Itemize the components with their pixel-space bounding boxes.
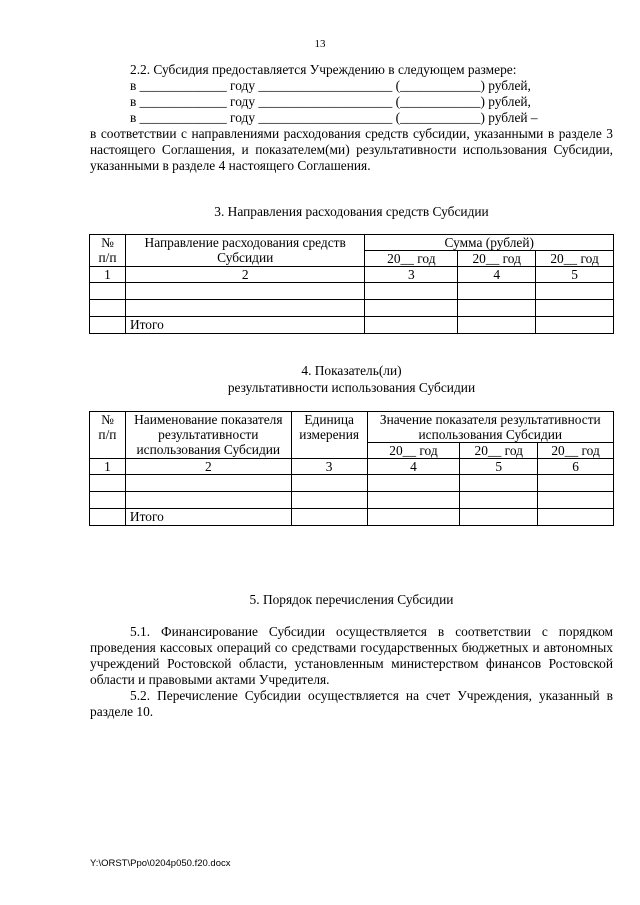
col-number: 5 (536, 267, 614, 283)
page-number: 13 (314, 38, 326, 50)
cell (460, 475, 538, 492)
cell (90, 475, 126, 492)
col-number: 3 (365, 267, 458, 283)
indicator-table (89, 411, 614, 526)
header-year-3: 20__ год (536, 251, 614, 267)
cell (458, 317, 536, 334)
cell (458, 283, 536, 300)
col-number: 2 (125, 459, 291, 475)
col-number: 6 (538, 459, 614, 475)
section-5-2: 5.2. Перечисление Субсидии осуществляется на счет Учреждения, указанный в разделе 10. (90, 688, 613, 719)
header-year-3: 20__ год (538, 443, 614, 459)
cell (367, 509, 460, 526)
section-2-2-intro: 2.2. Субсидия предоставляется Учреждению в следующем размере: (130, 62, 517, 77)
header-num: № п/п (90, 235, 126, 267)
total-row (90, 317, 614, 334)
col-number: 5 (460, 459, 538, 475)
expenditure-table (89, 234, 614, 334)
col-number: 1 (90, 459, 126, 475)
col-number: 2 (125, 267, 365, 283)
header-indicator-name: Наименование показателя результативности использования Субсидии (125, 412, 291, 459)
section-5-body (90, 624, 613, 720)
header-year-1: 20__ год (365, 251, 458, 267)
table-row (90, 492, 614, 509)
cell (125, 283, 365, 300)
cell (536, 283, 614, 300)
header-direction: Направление расходования средств Субсидии (125, 235, 365, 267)
cell (90, 492, 126, 509)
header-unit: Единица измерения (291, 412, 367, 459)
header-sum: Сумма (рублей) (365, 235, 614, 251)
cell (365, 300, 458, 317)
header-year-2: 20__ год (458, 251, 536, 267)
total-label: Итого (125, 509, 291, 526)
section-2-2-continuation: в соответствии с направлениями расходования средств субсидии, указанными в разделе 3 настоящего Соглашения, и показателем(ми) результативности использования Субсидии, указанными в разделе 4 настоящего Соглашения. (90, 126, 613, 173)
amount-line-3: в _____________ году ____________________ (____________) рублей – (130, 110, 538, 125)
cell (458, 300, 536, 317)
cell (125, 475, 291, 492)
table-row (90, 283, 614, 300)
cell (536, 317, 614, 334)
col-number: 1 (90, 267, 126, 283)
total-label: Итого (125, 317, 365, 334)
cell (538, 475, 614, 492)
section-5-title: 5. Порядок перечисления Субсидии (249, 592, 454, 607)
table-row (90, 300, 614, 317)
header-year-1: 20__ год (367, 443, 460, 459)
cell (90, 317, 126, 334)
section-5-1: 5.1. Финансирование Субсидии осуществляется в соответствии с порядком проведения кассовых операций со средствами государственных бюджетных и автономных учреждений Ростовской области, установленным министерством финансов Ростовской области и правовыми актами Учредителя. (90, 624, 613, 687)
cell (365, 317, 458, 334)
column-number-row (90, 267, 614, 283)
cell (90, 300, 126, 317)
total-row (90, 509, 614, 526)
cell (538, 509, 614, 526)
column-number-row (90, 459, 614, 475)
col-number: 3 (291, 459, 367, 475)
col-number: 4 (367, 459, 460, 475)
cell (367, 492, 460, 509)
section-2-2 (90, 62, 613, 174)
col-number: 4 (458, 267, 536, 283)
cell (460, 509, 538, 526)
cell (367, 475, 460, 492)
section-3-title: 3. Направления расходования средств Субсидии (214, 204, 489, 219)
table-row (90, 475, 614, 492)
footer-file-path: Y:\ORST\Ppo\0204p050.f20.docx (90, 858, 231, 869)
cell (291, 492, 367, 509)
cell (291, 475, 367, 492)
section-4-title-line-1: 4. Показатель(ли) (301, 363, 402, 378)
amount-line-1: в _____________ году ____________________ (____________) рублей, (130, 78, 531, 93)
cell (125, 492, 291, 509)
cell (90, 509, 126, 526)
cell (538, 492, 614, 509)
section-4-title-line-2: результативности использования Субсидии (227, 380, 476, 395)
header-year-2: 20__ год (460, 443, 538, 459)
cell (125, 300, 365, 317)
amount-line-2: в _____________ году ____________________ (____________) рублей, (130, 94, 531, 109)
cell (291, 509, 367, 526)
header-num: № п/п (90, 412, 126, 459)
header-value: Значение показателя результативности использования Субсидии (367, 412, 613, 443)
section-4-title (90, 362, 613, 396)
cell (90, 283, 126, 300)
cell (460, 492, 538, 509)
cell (365, 283, 458, 300)
cell (536, 300, 614, 317)
